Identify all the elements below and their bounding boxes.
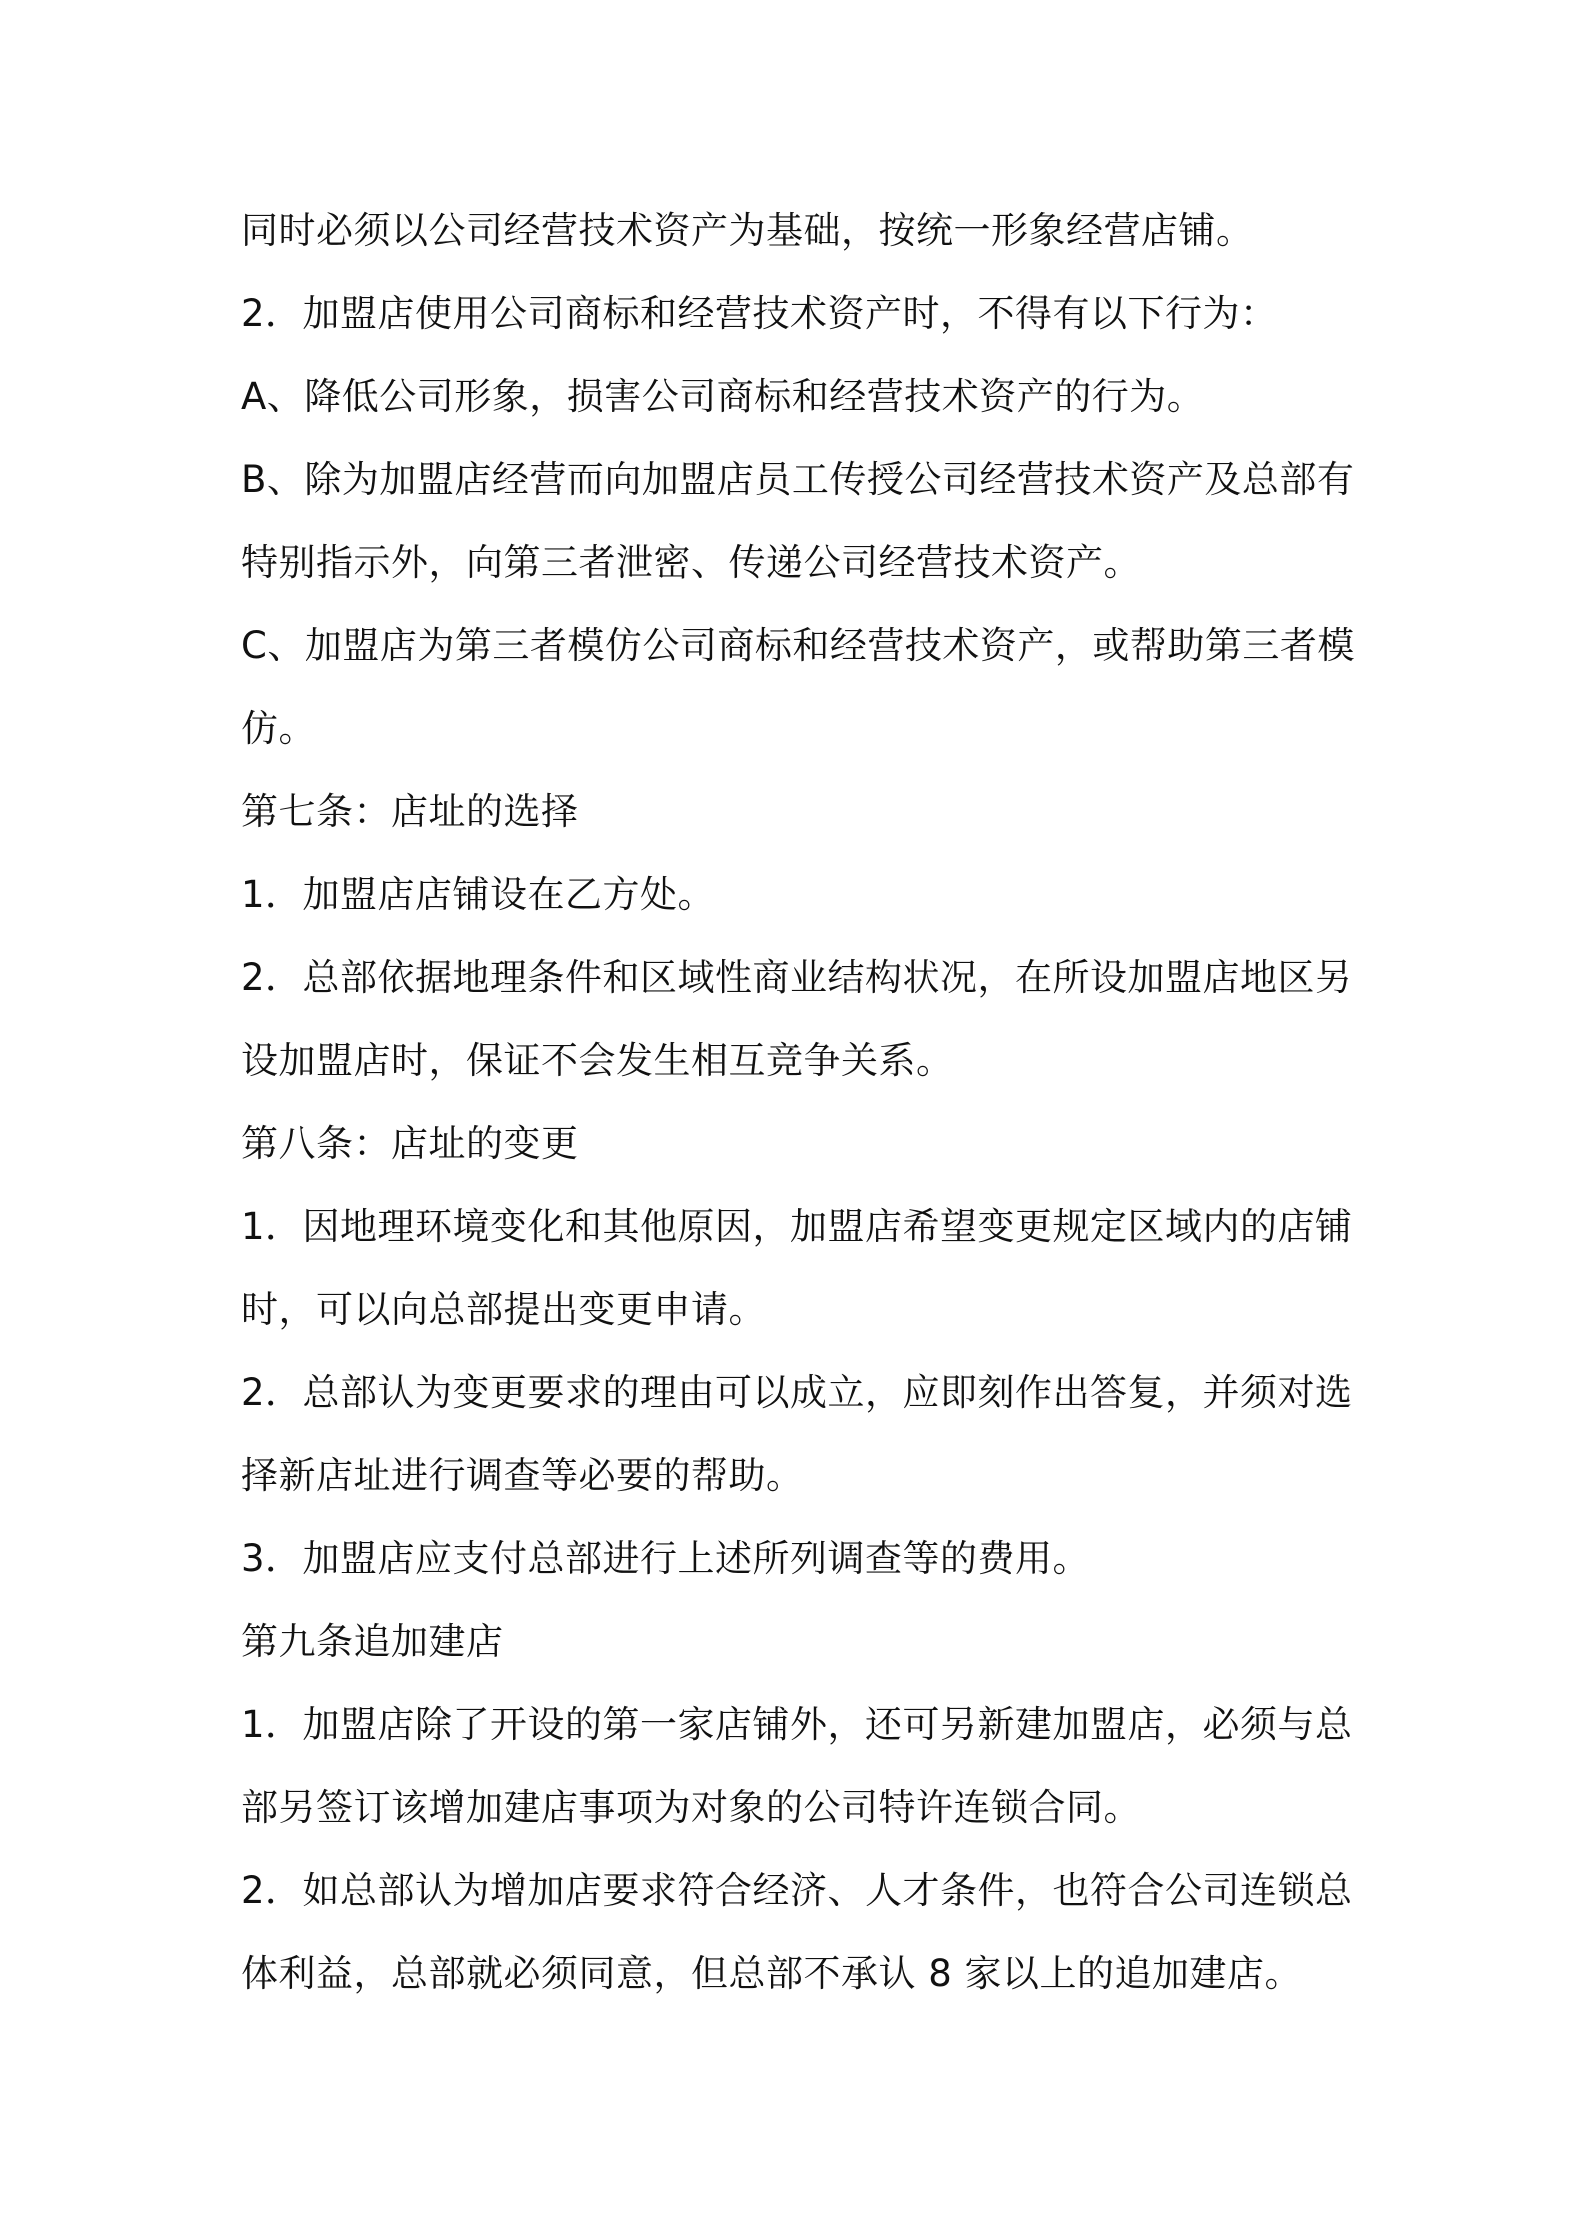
list-item: A、降低公司形象，损害公司商标和经营技术资产的行为。 <box>241 375 1205 418</box>
list-item: 2．总部依据地理条件和区域性商业结构状况，在所设加盟店地区另 <box>241 956 1353 999</box>
list-item: 2．如总部认为增加店要求符合经济、人才条件，也符合公司连锁总 <box>241 1869 1353 1912</box>
text-line: 设加盟店时，保证不会发生相互竞争关系。 <box>241 1039 954 1082</box>
section-heading: 第九条追加建店 <box>241 1620 504 1663</box>
text-line: 体利益，总部就必须同意，但总部不承认 8 家以上的追加建店。 <box>241 1952 1303 1995</box>
text-line: 特别指示外，向第三者泄密、传递公司经营技术资产。 <box>241 541 1141 584</box>
list-item: B、除为加盟店经营而向加盟店员工传授公司经营技术资产及总部有 <box>241 458 1355 501</box>
list-item: 2．总部认为变更要求的理由可以成立，应即刻作出答复，并须对选 <box>241 1371 1353 1414</box>
list-item: 2．加盟店使用公司商标和经营技术资产时，不得有以下行为： <box>241 292 1278 335</box>
document-body <box>241 196 1355 2022</box>
text-line: 同时必须以公司经营技术资产为基础，按统一形象经营店铺。 <box>241 209 1254 252</box>
list-item: 1．加盟店除了开设的第一家店铺外，还可另新建加盟店，必须与总 <box>241 1703 1353 1746</box>
section-heading: 第七条：店址的选择 <box>241 790 579 833</box>
list-item: 3．加盟店应支付总部进行上述所列调查等的费用。 <box>241 1537 1091 1580</box>
text-line: 时，可以向总部提出变更申请。 <box>241 1288 766 1331</box>
list-item: 1．因地理环境变化和其他原因，加盟店希望变更规定区域内的店铺 <box>241 1205 1353 1248</box>
text-line: 仿。 <box>241 707 316 750</box>
list-item: C、加盟店为第三者模仿公司商标和经营技术资产，或帮助第三者模 <box>241 624 1355 667</box>
list-item: 1．加盟店店铺设在乙方处。 <box>241 873 716 916</box>
text-line: 择新店址进行调查等必要的帮助。 <box>241 1454 804 1497</box>
section-heading: 第八条：店址的变更 <box>241 1122 579 1165</box>
text-line: 部另签订该增加建店事项为对象的公司特许连锁合同。 <box>241 1786 1141 1829</box>
